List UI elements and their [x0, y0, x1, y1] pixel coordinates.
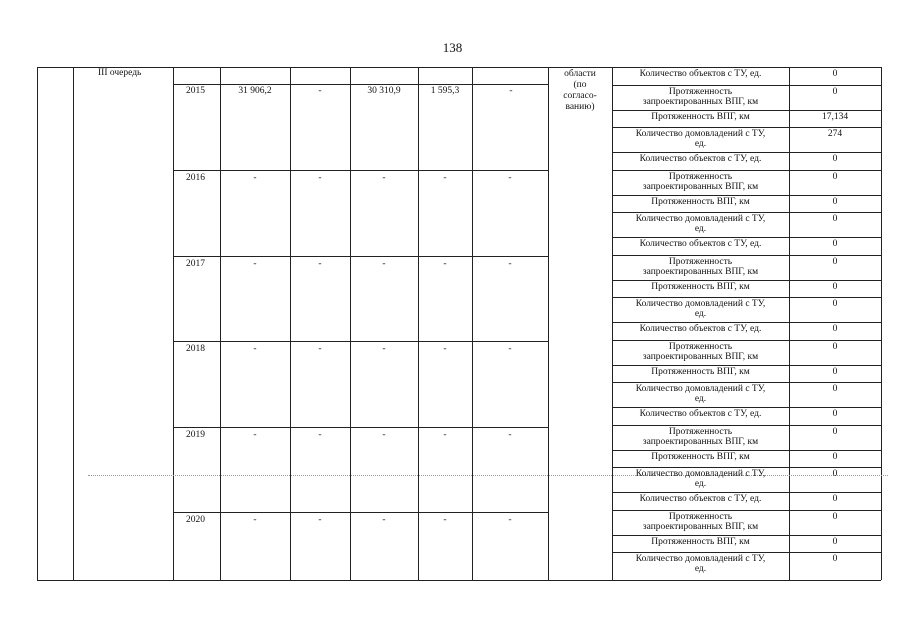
indicator-value: 0	[832, 172, 838, 182]
indicator-label-line: Протяженность	[668, 342, 733, 352]
dash-cell: -	[253, 515, 257, 525]
indicator-value: 0	[832, 87, 838, 97]
indicator-row-line	[612, 510, 881, 511]
dash-cell: -	[318, 515, 322, 525]
dash-cell: -	[318, 259, 322, 269]
year-group-line	[173, 427, 548, 428]
indicator-value: 0	[832, 154, 838, 164]
indicator-row-line	[612, 322, 881, 323]
indicator-value: 274	[827, 129, 843, 139]
executor-note-line-3: согласо-	[563, 91, 597, 101]
year-group-line	[173, 256, 548, 257]
indicator-label-line: Протяженность	[668, 87, 733, 97]
indicator-row-line	[612, 492, 881, 493]
indicator-label	[612, 197, 789, 207]
dash-cell: -	[382, 515, 386, 525]
dash-cell: -	[253, 344, 257, 354]
column-line	[418, 67, 419, 580]
indicator-label-line: Количество домовладений с ТУ,	[635, 554, 766, 564]
indicator-label	[612, 512, 789, 532]
dash-cell: -	[318, 344, 322, 354]
column-line	[173, 67, 174, 580]
indicator-label-line: запроектированных ВПГ, км	[642, 437, 759, 447]
indicator-label-line: ед.	[694, 564, 707, 574]
indicator-row-line	[612, 425, 881, 426]
indicator-value: 0	[832, 384, 838, 394]
indicator-label-line: Протяженность	[668, 427, 733, 437]
indicator-row-line	[612, 237, 881, 238]
indicator-label-line: запроектированных ВПГ, км	[642, 97, 759, 107]
indicator-row-line	[612, 365, 881, 366]
indicator-label-line: Количество домовладений с ТУ,	[635, 299, 766, 309]
regional-2015: 30 310,9	[367, 86, 401, 96]
indicator-label-line: запроектированных ВПГ, км	[642, 182, 759, 192]
executor-note-line-2: (по	[573, 80, 587, 90]
indicator-value: 0	[832, 197, 838, 207]
indicator-label	[612, 112, 789, 122]
indicator-value: 0	[832, 257, 838, 267]
dash-cell: -	[382, 430, 386, 440]
dash-cell: -	[382, 173, 386, 183]
indicator-label	[612, 324, 789, 334]
dash-cell: -	[443, 344, 447, 354]
indicator-label-line: ед.	[694, 394, 707, 404]
indicator-row-line	[612, 340, 881, 341]
year-group-line	[173, 512, 548, 513]
indicator-label	[612, 409, 789, 419]
year-group-line	[173, 170, 548, 171]
indicator-value: 0	[832, 494, 838, 504]
executor-note-line-4: ванию)	[565, 102, 595, 112]
year-label: 2019	[186, 430, 205, 440]
column-line	[37, 67, 38, 580]
local-2015: 1 595,3	[430, 86, 460, 96]
total-2015: 31 906,2	[238, 86, 272, 96]
indicator-label-line: Количество объектов с ТУ, ед.	[639, 324, 762, 334]
indicator-label-line: Протяженность	[668, 257, 733, 267]
year-2015: 2015	[186, 86, 205, 96]
indicator-value: 0	[832, 512, 838, 522]
indicator-row-line	[612, 110, 881, 111]
indicator-value: 0	[832, 427, 838, 437]
indicator-label	[612, 469, 789, 489]
indicator-label-line: Количество объектов с ТУ, ед.	[639, 154, 762, 164]
dash-cell: -	[253, 259, 257, 269]
indicator-row-line	[612, 535, 881, 536]
indicator-row-line	[612, 552, 881, 553]
indicator-label-line: Количество объектов с ТУ, ед.	[639, 69, 762, 79]
indicator-label-line: ед.	[694, 479, 707, 489]
dash-cell: -	[508, 515, 512, 525]
indicator-label-line: Количество объектов с ТУ, ед.	[639, 239, 762, 249]
indicator-row-line	[612, 382, 881, 383]
indicator-label-line: запроектированных ВПГ, км	[642, 352, 759, 362]
indicator-row-line	[612, 212, 881, 213]
indicator-label	[612, 494, 789, 504]
indicator-label-line: ед.	[694, 224, 707, 234]
year-label: 2016	[186, 173, 205, 183]
indicator-label	[612, 257, 789, 277]
year-group-line	[173, 84, 548, 85]
indicator-value: 0	[832, 214, 838, 224]
indicator-label-line: Протяженность ВПГ, км	[651, 197, 750, 207]
indicator-row-line	[612, 255, 881, 256]
indicator-label	[612, 214, 789, 234]
indicator-label	[612, 172, 789, 192]
stage-label: III очередь	[98, 68, 142, 78]
dash-cell: -	[508, 173, 512, 183]
dash-cell: -	[382, 259, 386, 269]
indicator-row-line	[612, 450, 881, 451]
indicator-value: 0	[832, 299, 838, 309]
dash-cell: -	[253, 430, 257, 440]
indicator-row-line	[612, 297, 881, 298]
indicator-label	[612, 299, 789, 319]
indicator-label-line: Количество объектов с ТУ, ед.	[639, 409, 762, 419]
indicator-label-line: запроектированных ВПГ, км	[642, 522, 759, 532]
indicator-row-line	[612, 407, 881, 408]
dash-cell: -	[508, 344, 512, 354]
indicator-label-line: Количество объектов с ТУ, ед.	[639, 494, 762, 504]
indicator-row-line	[612, 85, 881, 86]
indicator-row-line	[612, 280, 881, 281]
indicator-label-line: Протяженность ВПГ, км	[651, 367, 750, 377]
dash-cell: -	[508, 430, 512, 440]
dash-cell: -	[318, 173, 322, 183]
column-line	[290, 67, 291, 580]
indicator-value: 17,134	[821, 112, 849, 122]
table-bottom-line	[37, 580, 881, 581]
page-number: 138	[442, 40, 463, 55]
indicator-value: 0	[832, 324, 838, 334]
dash-cell: -	[508, 259, 512, 269]
year-label: 2018	[186, 344, 205, 354]
indicator-label-line: Протяженность	[668, 172, 733, 182]
column-line	[472, 67, 473, 580]
other-2015: -	[509, 86, 513, 96]
dash-cell: -	[443, 173, 447, 183]
indicator-label	[612, 282, 789, 292]
dash-cell: -	[443, 515, 447, 525]
indicator-label	[612, 554, 789, 574]
indicator-row-line	[612, 170, 881, 171]
indicator-value: 0	[832, 239, 838, 249]
indicator-value: 0	[832, 452, 838, 462]
indicator-label-line: Количество домовладений с ТУ,	[635, 469, 766, 479]
indicator-value: 0	[832, 342, 838, 352]
indicator-label-line: Протяженность	[668, 512, 733, 522]
indicator-label	[612, 342, 789, 362]
dash-cell: -	[253, 173, 257, 183]
column-line	[350, 67, 351, 580]
indicator-row-line	[612, 467, 881, 468]
indicator-value: 0	[832, 367, 838, 377]
indicator-label-line: запроектированных ВПГ, км	[642, 267, 759, 277]
year-label: 2020	[186, 515, 205, 525]
indicator-label-line: Протяженность ВПГ, км	[651, 537, 750, 547]
indicator-label	[612, 427, 789, 447]
indicator-label-line: Количество домовладений с ТУ,	[635, 214, 766, 224]
indicator-label-line: Протяженность ВПГ, км	[651, 112, 750, 122]
indicator-label	[612, 452, 789, 462]
indicator-value: 0	[832, 409, 838, 419]
table-top-line	[37, 67, 881, 68]
indicator-value: 0	[832, 69, 838, 79]
indicator-label-line: Протяженность ВПГ, км	[651, 452, 750, 462]
dash-cell: -	[318, 430, 322, 440]
year-label: 2017	[186, 259, 205, 269]
indicator-label-line: ед.	[694, 139, 707, 149]
indicator-label	[612, 384, 789, 404]
indicator-label-line: Количество домовладений с ТУ,	[635, 384, 766, 394]
indicator-label	[612, 154, 789, 164]
indicator-row-line	[612, 195, 881, 196]
indicator-value: 0	[832, 469, 838, 479]
indicator-label	[612, 367, 789, 377]
column-line	[881, 67, 882, 580]
dash-cell: -	[443, 430, 447, 440]
column-line	[548, 67, 549, 580]
indicator-label	[612, 537, 789, 547]
column-line	[73, 67, 74, 580]
indicator-value: 0	[832, 282, 838, 292]
indicator-row-line	[612, 152, 881, 153]
indicator-label-line: Количество домовладений с ТУ,	[635, 129, 766, 139]
federal-2015: -	[318, 86, 322, 96]
indicator-label	[612, 129, 789, 149]
indicator-value: 0	[832, 537, 838, 547]
indicator-label	[612, 87, 789, 107]
indicator-value: 0	[832, 554, 838, 564]
indicator-row-line	[612, 127, 881, 128]
year-group-line	[173, 341, 548, 342]
indicator-label-line: Протяженность ВПГ, км	[651, 282, 750, 292]
indicator-label	[612, 69, 789, 79]
column-line	[220, 67, 221, 580]
executor-note-line-1: области	[564, 69, 596, 79]
dash-cell: -	[382, 344, 386, 354]
dash-cell: -	[443, 259, 447, 269]
indicator-label-line: ед.	[694, 309, 707, 319]
indicator-label	[612, 239, 789, 249]
